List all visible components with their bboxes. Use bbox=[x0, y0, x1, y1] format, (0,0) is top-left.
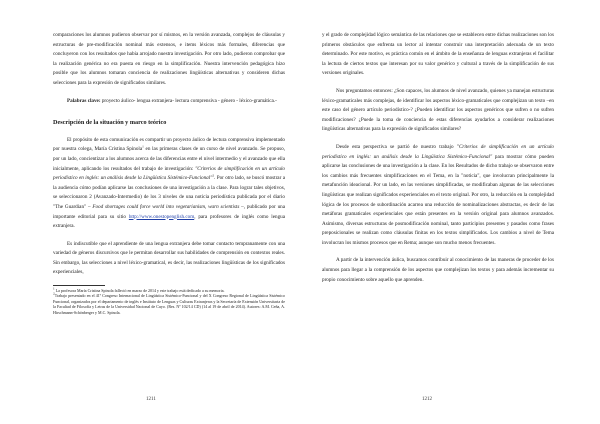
body-paragraph-continued: y el grado de complejidad lógico semántica de las relaciones que se establecen entre dichas realizaciones son los primeros obstáculos que enfrenta un lector al intentar construir una interpretación adecuada de un texto determinado. Por este motivo, es práctica común en el ámbito de la enseñanza de lenguas extranjeras el facilitar la lectura de ciertos textos que interesan por su valor genérico y cultural a través de la simplificación de sus versiones originales. bbox=[322, 32, 554, 77]
left-column bbox=[53, 31, 285, 315]
footnote-ref-2: 2 bbox=[212, 173, 215, 178]
paragraph-text: , para profesores de inglés como lengua extranjera. bbox=[53, 213, 285, 230]
footnote-divider bbox=[53, 285, 105, 286]
page-number: 1211 bbox=[146, 397, 156, 402]
paragraph-text: Desde esta perspectiva se partió de nuestro trabajo bbox=[336, 143, 457, 150]
section-heading: Descripción de la situación y marco teórico bbox=[53, 119, 167, 127]
intervention-paragraph: A partir de la intervención áulica, buscamos contribuir al conocimiento de las maneras de proceder de los alumnos para llegar a la comprensión de los aspectos que complejizan los textos y para además incrementar su propio conocimiento sobre aquello que aprenden. bbox=[322, 257, 554, 283]
footnote-text: Trabajo presentado en el 41º Congreso Internacional de Lingüística Sistémico-Funcional y del X Congreso Regional de Lingüística Sistémico Funcional, organizados por el departamento de inglés e Instituto de Lenguas y Culturas Extranjeras y la Secretaría de Extensión Universitaria de la Facultad de Filosofía y Letras de la Universidad Nacional de Cuyo. (Res. Nº 102/14 CD) (14 al 19 de abril de 2014). Autores: A.M. Ceña, A. Hirschmann-Schönberger y M.C. Spinola. bbox=[53, 293, 285, 315]
footnote-ref-1: 1 bbox=[142, 144, 144, 149]
paragraph-text: –, publicado por una importante editorial para su sitio bbox=[53, 203, 285, 220]
right-page bbox=[300, 0, 600, 424]
paragraph-text: . Por otro lado, se buscó mostrar a la audiencia cómo podían aplicarse las conclusiones de una investigación a la clase. Para lograr tales objetivos, se seleccionaron 2 (Avanzado-Intermedio) de los 3 niveles de una noticia periodística publicada por el diario "The Guardian" – bbox=[53, 175, 285, 210]
paragraph-text: para mostrar cómo pueden aplicarse las conclusiones de una investigación a la clase. En los Resultados de dicho trabajo se observaron entre los cambios más frecuentes simplificaciones en el Tema, en la "noticia", que involucran principalmente la metafunción ideacional. Por un lado, en las versiones simplificadas, se modificaban algunas de las selecciones lingüísticas que realizan significados experienciales en el texto original. Por otro, la reducción en la complejidad lógica de los procesos de subordinación acarrea una reducción de nominalizaciones abstractas, es decir de las metáforas gramaticales experienciales que están presentes en la versión original para alumnos avanzados. Asimismo, diversas estructuras de posmodificación nominal, tanto participios presentes y pasados como frases preposicionales se realizan como cláusulas finitas en los textos simplificados. Los cambios a nivel de Tema involucran los mismos procesos que en Rema; aunque son mucho menos frecuentes. bbox=[322, 153, 554, 246]
body-paragraph-2: Es indiscutible que el aprendiente de una lengua extranjera debe tomar contacto tempranamente con una variedad de géneros discursivos que le permitan desarrollar sus habilidades de comprensión en contextos reales. Sin embargo, las selecciones a nivel léxico-gramatical, es decir, las realizaciones lingüísticas de los significados experienciales, bbox=[53, 240, 285, 276]
keywords-line bbox=[53, 97, 285, 107]
footnote-number: 1 bbox=[53, 286, 55, 291]
paragraph-text: El propósito de esta comunicación es compartir un proyecto áulico de lectura comprensiva implementado por nuestra colega, María Cristina Spinola bbox=[53, 136, 285, 153]
research-questions-paragraph: Nos preguntamos entonces: ¿Son capaces, los alumnos de nivel avanzado, quienes ya manejan estructuras léxico-gramaticales más complejas, de identificar los aspectos léxico-gramaticales que complejizan un texto –en este caso del género artículo periodístico-? ¿Pueden identificar los aspectos genéricos que sufren o no sufren modificaciones? ¿Puede la toma de conciencia de estas diferencias ayudarlos a considerar realizaciones lingüísticas alternativas para la expresión de significados similares? bbox=[322, 87, 554, 133]
article-title: Food shortages could force world into vegetarianism, warn scientists bbox=[92, 203, 240, 210]
cited-work-title: "Criterios de simplificación en un artículo periodístico en inglés: un análisis desde la Lingüística Sistémico-Funcional" bbox=[322, 143, 555, 160]
abstract-paragraph: comparaciones los alumnos pudieron observar por sí mismos, en la versión avanzada, complejos de cláusulas y estructuras de pre-modificación nominal más extensos, e items léxicos más formales, diferencias que concluyeron con los resultados que había arrojado nuestra investigación. Por otro lado, pudieron comprobar que la realización genérica no era puesta en riesgo en la simplificación. Nuestra intervención pedagógica hizo posible que los alumnos tomaran conciencia de realizaciones lingüísticas alternativas y consideren dichas selecciones para la expresión de significados similares. bbox=[53, 32, 285, 86]
right-column bbox=[322, 31, 554, 285]
cited-work-title: "Criterios de simplificación en un artículo periodístico en inglés: un análisis desde la Lingüística Sistémico-Funcional" bbox=[53, 165, 285, 182]
footnote-number: 2 bbox=[53, 292, 55, 297]
footnote-text: La profesora María Cristina Spinola falleció en marzo de 2014 y este trabajo está dedicado a su memoria. bbox=[54, 288, 225, 294]
website-link[interactable]: http://www.onestopenglish.com bbox=[128, 213, 195, 220]
paragraph-text: en las primeras clases de un curso de nivel avanzado. Se propuso, por un lado, concientizar a los alumnos acerca de las diferencias entre el nivel intermedio y el avanzado que ella inicialmente, aplicando los resultados del trabajo de investigación: bbox=[53, 146, 285, 172]
body-paragraph-1 bbox=[53, 136, 285, 232]
footnote-2 bbox=[53, 293, 285, 315]
results-paragraph bbox=[322, 143, 554, 249]
keywords-text: proyecto áulico- lengua extranjera- lectura comprensiva - género - léxico-gramática.- bbox=[100, 97, 277, 104]
keywords-label: Palabras clave: bbox=[67, 97, 101, 104]
page-number: 1212 bbox=[422, 397, 432, 402]
